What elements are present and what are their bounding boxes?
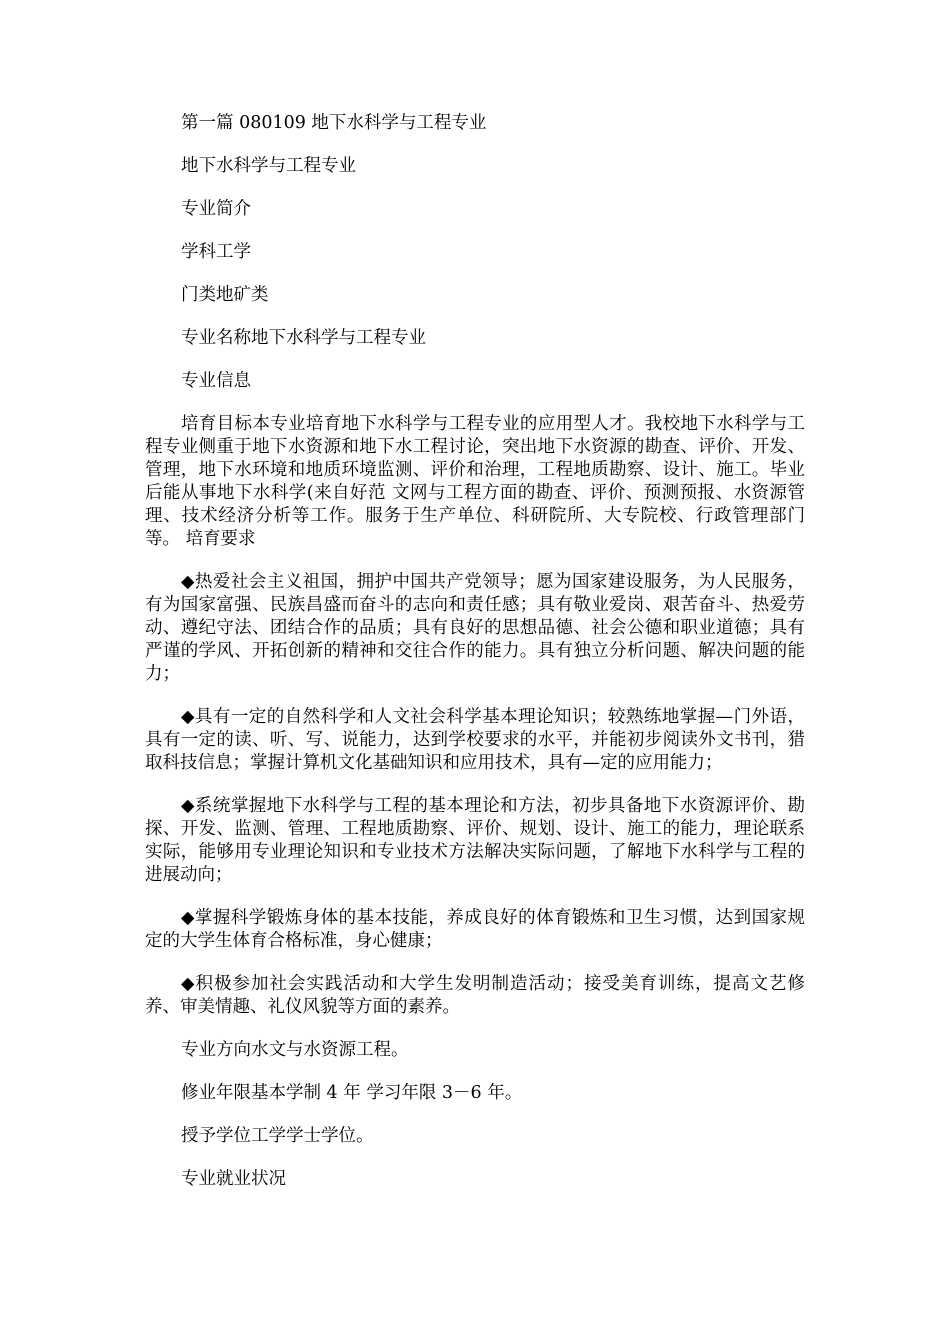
direction-line: 专业方向水文与水资源工程。 xyxy=(181,1040,409,1060)
discipline-line: 学科工学 xyxy=(181,242,251,262)
degree-line: 授予学位工学学士学位。 xyxy=(181,1126,374,1146)
requirement-item-5: ◆积极参加社会实践活动和大学生发明制造活动；接受美育训练，提高文艺修养、审美情趣、礼仪风貌等方面的素养。 xyxy=(145,974,805,1017)
duration-line: 修业年限基本学制 4 年 学习年限 3－6 年。 xyxy=(181,1083,523,1103)
training-goal-paragraph: 培育目标本专业培育地下水科学与工程专业的应用型人才。我校地下水科学与工程专业侧重于地下水资源和地下水工程讨论，突出地下水资源的勘查、评价、开发、管理，地下水环境和地质环境监测、评价和治理，工程地质勘察、设计、施工。毕业后能从事地下水科学(来自好范 文网与工程方面的勘查、评价、预测预报、水资源管理、技术经济分析等工作。服务于生产单位、科研院所、大专院校、行政管理部门等。 培育要求 xyxy=(145,414,805,549)
section-heading-intro: 专业简介 xyxy=(181,199,251,219)
section-heading-info: 专业信息 xyxy=(181,371,251,391)
requirement-item-3: ◆系统掌握地下水科学与工程的基本理论和方法，初步具备地下水资源评价、勘探、开发、监测、管理、工程地质勘察、评价、规划、设计、施工的能力，理论联系实际，能够用专业理论知识和专业技术方法解决实际问题，了解地下水科学与工程的进展动向； xyxy=(145,796,805,885)
requirement-item-2: ◆具有一定的自然科学和人文社会科学基本理论知识；较熟练地掌握—门外语，具有一定的读、听、写、说能力，达到学校要求的水平，并能初步阅读外文书刊，猎取科技信息；掌握计算机文化基础知识和应用技术，具有—定的应用能力； xyxy=(145,707,805,773)
category-line: 门类地矿类 xyxy=(181,285,269,305)
document-page xyxy=(145,112,805,1211)
major-name-line: 专业名称地下水科学与工程专业 xyxy=(181,328,426,348)
major-name-heading: 地下水科学与工程专业 xyxy=(181,156,356,176)
document-title: 第一篇 080109 地下水科学与工程专业 xyxy=(181,113,487,133)
employment-heading: 专业就业状况 xyxy=(181,1169,286,1189)
requirement-item-4: ◆掌握科学锻炼身体的基本技能，养成良好的体育锻炼和卫生习惯，达到国家规定的大学生体育合格标准，身心健康； xyxy=(145,908,805,951)
requirement-item-1: ◆热爱社会主义祖国，拥护中国共产党领导；愿为国家建设服务，为人民服务，有为国家富强、民族昌盛而奋斗的志向和责任感；具有敬业爱岗、艰苦奋斗、热爱劳动、遵纪守法、团结合作的品质；具有良好的思想品德、社会公德和职业道德；具有严谨的学风、开拓创新的精神和交往合作的能力。具有独立分析问题、解决问题的能力； xyxy=(145,572,805,684)
